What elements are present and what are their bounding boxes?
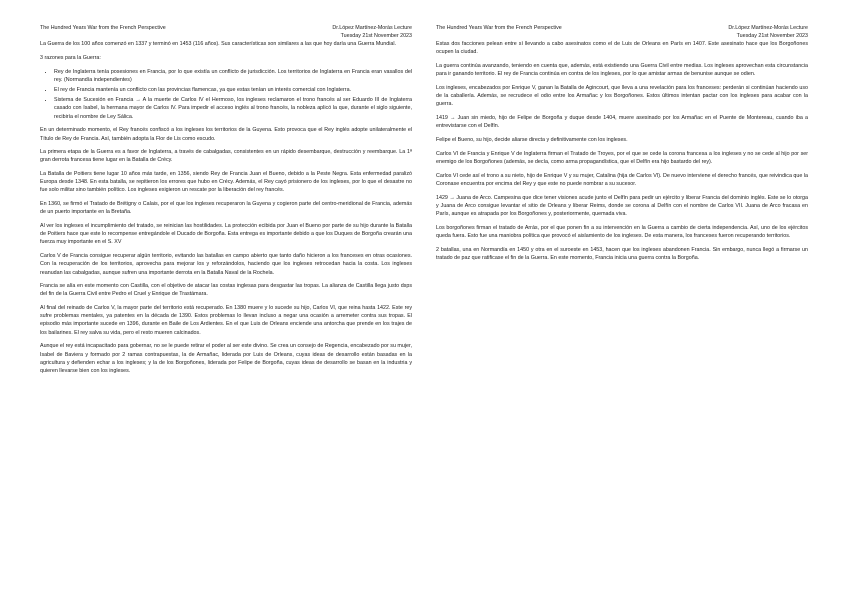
- body-paragraph: 2 batallas, una en Normandía en 1450 y otra en el suroeste en 1453, hacen que los ingleses abandonen Francia. Sin embargo, nunca llegó a firmarse un tratado de paz que ratificase el fin de la Guerra. En este momento, Francia inicia una guerra contra la Borgoña.: [436, 246, 808, 261]
- reasons-heading: 3 razones para la Guerra:: [40, 55, 101, 62]
- reason-item: • Rey de Inglaterra tenía posesiones en Francia, por lo que existía un conflicto de jurisdicción. Los territorios de Inglaterra en Francia eran vasallos del rey. (Normandía independientes): [54, 68, 412, 84]
- body-paragraph: 1429 → Juana de Arco. Campesina que dice tener visiones acude junto el Delfín para pedir un ejército y liberar Francia del dominio inglés. Este se lo otorga y Juana de Arco consigue levantar el sitio de Orleans y liberar Reims, donde se corona al Delfín con el nombre de Carlos VII. Juana de Arco fracasa en París, aunque es atrapada por los Borgoñones y, posteriormente, quemada viva.: [436, 194, 808, 217]
- body-paragraph: En 1360, se firmó el Tratado de Brétigny o Calais, por el que los ingleses recuperaron la Guyena y cogieron parte del centro-meridional de Francia, además de un puerto importante en la Bretaña.: [40, 201, 412, 216]
- page-header: [40, 24, 412, 40]
- intro-paragraph: La Guerra de los 100 años comenzó en 1337 y terminó en 1453 (116 años). Sus características son similares a las que hoy daría una Guerra Mundial.: [40, 41, 397, 48]
- reason-item: • El rey de Francia mantenía un conflicto con las provincias flamencas, ya que estas tenían un interés comercial con Inglaterra.: [54, 86, 412, 94]
- header-date: Tuesday 21st November 2023: [340, 33, 412, 40]
- body-paragraph: Los ingleses, encabezados por Enrique V, ganan la Batalla de Agincourt, que lleva a una revelación para los franceses: perderán si continúan haciendo uso de la caballería. Además, se recrudece el odio entre los Armañac y los Borgoñones. Estos últimos intentan pactar con los ingleses para acabar con la guerra.: [436, 85, 808, 108]
- header-date: Tuesday 21st November 2023: [736, 33, 808, 40]
- body-paragraph: Aunque el rey está incapacitado para gobernar, no se le puede retirar el poder al ser este divino. Se crea un consejo de Regencia, encabezado por su mujer, Isabel de Baviera y formado por 2 ramas contrapuestas, la de Armañac, liderada por Luis de Orleans, cuyas ideas de desarrollo están basadas en la agricultura y defienden echar a los ingleses; y la de los Borgoñones, liderada por Felipe de Borgoña, cuyas ideas de desarrollo se basan en la industria y quieren llevarse bien con los ingleses.: [40, 343, 412, 374]
- left-page: [40, 24, 412, 381]
- body-paragraph: Al ver los ingleses el incumplimiento del tratado, se reinician las hostilidades. La protección ecibida por Juan el Bueno por parte de su hijo durante la Batalla de Poitiers hace que este lo recompense entregándole el Ducado de Borgoña. Esta entrega es importante debido a que los Duques de Borgoña crearán una fuerza muy importante en el S. XV: [40, 223, 412, 246]
- body-paragraph: Carlos V de Francia consigue recuperar algún territorio, evitando las batallas en campo abierto que tanto daño hicieron a los franceses en otras ocasiones. Con la recuperación de los territorios, aprovecha para mejorar los y reforzándolos, haciendo que los ingleses retrocedan hacia la costa. Los ingleses reanudan las cabalgadas, aunque sufren una importante derrota en la Batalla Naval de la Rochela.: [40, 253, 412, 276]
- body-paragraph: Carlos VI cede así el trono a su nieto, hijo de Enrique V y su mujer, Catalina (hija de Carlos VI). De nuevo interviene el derecho francés, que reivindica que la Coronase encuentra por encima del Rey y que este no puede nombrar a su sucesor.: [436, 172, 808, 187]
- header-title: The Hundred Years War from the French Perspective: [436, 25, 562, 31]
- body-paragraph: Carlos VI de Francia y Enrique V de Inglaterra firman el Tratado de Troyes, por el que se cede la corona francesa a los ingleses y no se cede al hijo por ser enemigo de los Borgoñones (además, se decía, como arma propagandística, que el Delfín era hijo bastardo del rey).: [436, 150, 808, 165]
- header-meta: [728, 24, 808, 40]
- page-header: [436, 24, 808, 40]
- right-page: [436, 24, 808, 268]
- reasons-list: [40, 68, 412, 121]
- body-paragraph: En un determinado momento, el Rey francés confiscó a los ingleses los territorios de la Guyena. Esto provoca que el Rey inglés adopte unilateralmente el Título de Rey de Francia. Así, también adopta la Flor de Lis como escudo.: [40, 127, 412, 142]
- body-paragraph: Estas dos facciones pelean entre sí llevando a cabo asesinatos como el de Luis de Orleans en París en 1407. Este asesinato hace que los Borgoñones ocupen la ciudad.: [436, 41, 808, 56]
- body-paragraph: Al final del reinado de Carlos V, la mayor parte del territorio está recuperado. En 1380 muere y lo sucede su hijo, Carlos VI, que reina hasta 1422. Este rey sufre problemas mentales, ya patentes en la década de 1390. Estos problemas lo llevan incluso a negar una ocasión a arremeter contra sus tropas. El episodio más importante sucede en 1396, durante en Baile de Los Ardientes. En el que Luis de Orleans enciende una antorcha que prende en los trajes de los bailarines. El rey salva su vida, pero el resto mueren calcinados.: [40, 305, 412, 336]
- reason-item: • Sistema de Sucesión en Francia → A la muerte de Carlos IV el Hermoso, los ingleses reclamaron el trono francés al ser Eduardo III de Inglaterra casado con Isabel, la hermana mayor de Carlos IV. Para impedir el acceso inglés al trono francés, la nobleza aplicó la que, durante el siglo siguiente, recibiría el nombre de Ley Sálica.: [54, 96, 412, 120]
- body-paragraph: La guerra continúa avanzando, teniendo en cuenta que, además, está existiendo una Guerra Civil entre medias. Los ingleses aprovechan esta circunstancia para ir ganando territorio. El rey de Francia continúa en contra de los ingleses, por lo que amistar armas de benunise aunque se odien.: [436, 63, 808, 78]
- body-paragraph: 1419 → Juan sin miedo, hijo de Felipe de Borgoña y duque desde 1404, muere asesinado por los Armañac en el Puente de Montereau, cuando iba a entrevistarse con el Delfín.: [436, 115, 808, 130]
- header-meta: [332, 24, 412, 40]
- body-paragraph: Felipe el Bueno, su hijo, decide aliarse directa y definitivamente con los ingleses.: [436, 137, 628, 144]
- body-paragraph: Los borgoñones firman el tratado de Arrás, por el que ponen fin a su intervención en la Guerra a cambio de cierta independencia. Así, uno de los ejércitos queda fuera. Esto fue una maniobra política que provocó el aislamiento de los ingleses. De esta manera, los franceses fueron recuperando territorios.: [436, 224, 808, 239]
- header-title: The Hundred Years War from the French Perspective: [40, 25, 166, 31]
- body-paragraph: La Batalla de Poitiers tiene lugar 10 años más tarde, en 1356, siendo Rey de Francia Juan el Bueno, debido a la Peste Negra. Esta enfermedad paralizó Europa desde 1348. En esta batalla, se repitieron los errores que hubo en Crécy. Además, el Rey cayó prisionero de los ingleses, por lo que el desastre no fue solo militar sino también político. Los ingleses exigieron un rescate por la liberación del rey francés.: [40, 171, 412, 194]
- body-paragraph: Francia se alía en este momento con Castilla, con el objetivo de atacar las costas inglesas para desgastar las tropas. La alianza de Castilla llega justo dsps del fin de la Guerra Civil entre Pedro el Cruel y Enrique de Trastámara.: [40, 283, 412, 298]
- header-author: Dr.López Martínez-Moràs Lecture: [332, 25, 412, 31]
- header-author: Dr.López Martínez-Moràs Lecture: [728, 25, 808, 31]
- body-paragraph: La primera etapa de la Guerra es a favor de Inglaterra, a través de cabalgadas, consistentes en un rápido desembarque, destrucción y reembarque. La 1ª gran derrota francesa tiene lugar en la Batalla de Crécy.: [40, 149, 412, 164]
